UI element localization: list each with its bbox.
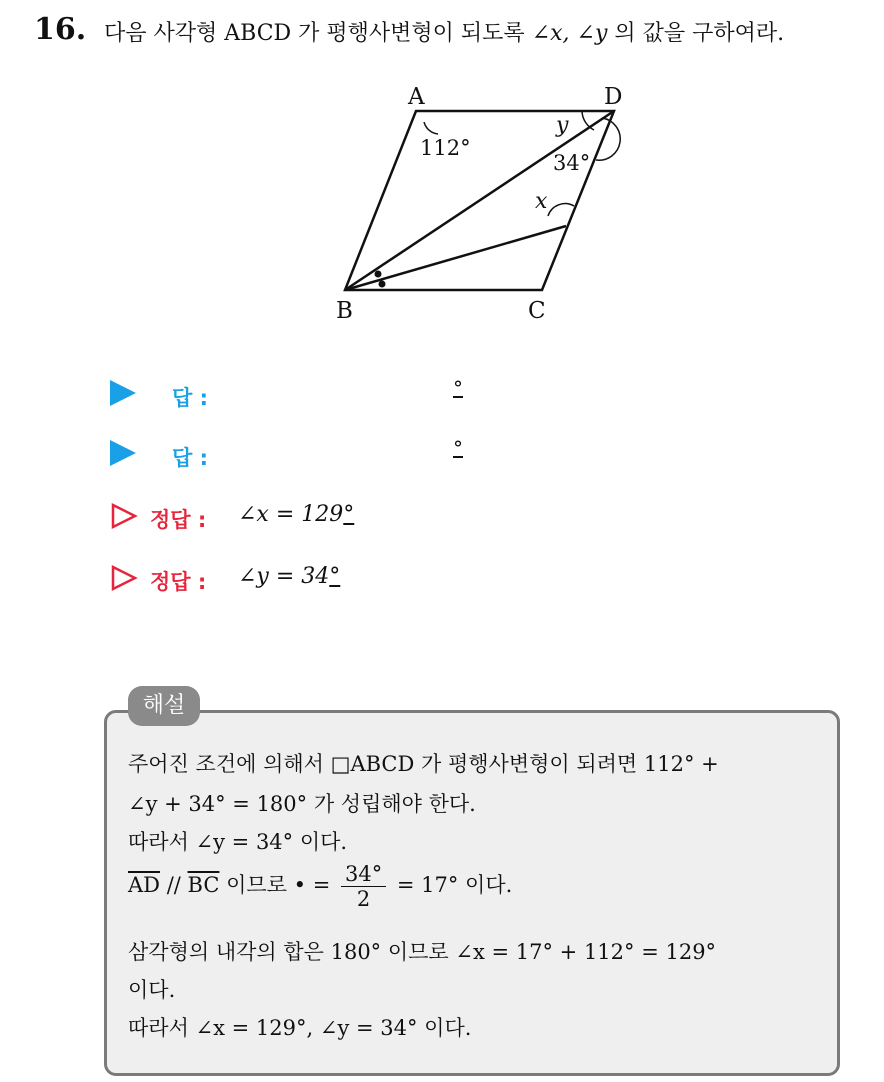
answer-triangle-icon (110, 440, 136, 466)
correct-degree: ° (329, 564, 341, 589)
answer-degree[interactable]: ° (453, 376, 463, 400)
label-angle-a: 112° (420, 136, 471, 160)
angle-arc-x (548, 204, 574, 216)
fraction-denominator: 2 (356, 887, 371, 911)
correct-expr: ∠x = 129 (238, 502, 344, 527)
correct-triangle-icon (110, 564, 138, 592)
angle-arc-a (424, 122, 438, 134)
answer-triangle-icon (110, 380, 136, 406)
solution-line-7: 따라서 ∠x = 129°, ∠y = 34° 이다. (128, 1016, 472, 1040)
label-angle-d: 34° (553, 151, 591, 175)
correct-value (238, 502, 354, 527)
solution-line-4-end: = 17° 이다. (390, 873, 513, 897)
correct-value (238, 564, 340, 589)
solution-line-5: 삼각형의 내각의 합은 180° 이므로 ∠x = 17° + 112° = 129° (128, 940, 717, 964)
parallelogram-figure (320, 78, 640, 328)
fraction-numerator: 34° (341, 862, 386, 887)
bisector-dot-2 (379, 281, 386, 288)
answer-degree[interactable]: ° (453, 436, 463, 460)
parallel-symbol: // (160, 873, 188, 897)
answer-row-2 (110, 436, 463, 476)
correct-label: 정답 : (150, 508, 207, 532)
answer-label: 답 : (172, 446, 208, 470)
question-text (104, 16, 784, 47)
correct-row-2 (110, 564, 341, 600)
segment-bc: $\overline{BC}$ (187, 873, 220, 897)
solution-line-4 (128, 862, 512, 911)
label-d: D (604, 84, 623, 110)
correct-label: 정답 : (150, 570, 207, 594)
label-a: A (408, 84, 425, 110)
bisector-dot-1 (375, 271, 382, 278)
correct-row-1 (110, 502, 355, 538)
label-y: y (556, 113, 569, 138)
correct-expr: ∠y = 34 (238, 564, 330, 589)
diagonal-bd (345, 111, 614, 290)
question-number: 16. (34, 12, 87, 47)
solution-line-6: 이다. (128, 978, 176, 1002)
label-b: B (336, 298, 353, 324)
solution-line-2: ∠y + 34° = 180° 가 성립해야 한다. (128, 792, 476, 816)
correct-triangle-icon (110, 502, 138, 530)
label-x: x (535, 189, 548, 214)
question-text-pre: 다음 사각형 ABCD 가 평행사변형이 되도록 (104, 21, 532, 46)
solution-line-1: 주어진 조건에 의해서 □ABCD 가 평행사변형이 되려면 112° + (128, 752, 719, 776)
question-vars: ∠x, ∠y (531, 21, 608, 46)
solution-tag: 해설 (128, 686, 200, 726)
segment-ad: $\overline{AD}$ (128, 873, 161, 897)
solution-line-4-mid: 이므로 • = (219, 873, 337, 897)
solution-line-3: 따라서 ∠y = 34° 이다. (128, 830, 348, 854)
correct-degree: ° (343, 502, 355, 527)
answer-label: 답 : (172, 386, 208, 410)
question-text-post: 의 값을 구하여라. (607, 21, 785, 46)
answer-row-1 (110, 376, 463, 416)
bisector-line (345, 226, 566, 290)
fraction (341, 862, 386, 911)
label-c: C (528, 298, 546, 324)
